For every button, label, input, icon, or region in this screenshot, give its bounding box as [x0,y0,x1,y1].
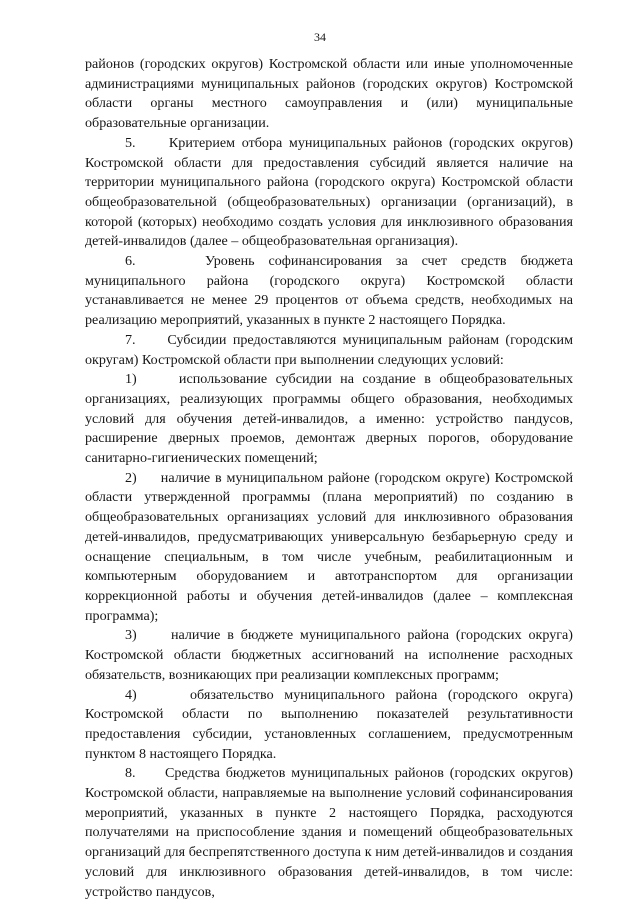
condition-1: 1) использование субсидии на создание в общеобразовательных организациях, реализующих программы общего образования, необходимых условий для обучения детей-инвалидов, а именно: устройство пандусов, расширение дверных проемов, демонтаж дверных порогов, оборудование санитарно-гигиенических помещений; [85,371,573,467]
page-number: 34 [314,30,326,44]
paragraph-item-8: 8. Средства бюджетов муниципальных районов (городских округов) Костромской области, направляемые на выполнение условий софинансирования мероприятий, указанных в пункте 2 настоящего Порядка, расходуются получателями на приспособление здания и помещений общеобразовательных организаций для беспрепятственного доступа к ним детей-инвалидов и создания условий для инклюзивного образования детей-инвалидов, в том числе: устройство пандусов, [85,765,573,900]
paragraph-continuation: районов (городских округов) Костромской области или иные уполномоченные администрациями муниципальных районов (городских округов) Костромской области органы местного самоуправления и (или) муниципальные образовательные организации. [85,56,573,132]
paragraph-item-5: 5. Критерием отбора муниципальных районов (городских округов) Костромской области для предоставления субсидий является наличие на территории муниципального района (городского округа) Костромской области общеобразовательной (общеобразовательных) организации (организаций), в которой (которых) необходимо создать условия для инклюзивного образования детей-инвалидов (далее – общеобразовательная организация). [85,134,573,250]
paragraph-item-7: 7. Субсидии предоставляются муниципальным районам (городским округам) Костромской области при выполнении следующих условий: [85,331,573,368]
condition-4: 4) обязательство муниципального района (городского округа) Костромской области по выполнению показателей результативности предоставления субсидии, установленных соглашением, предусмотренным пунктом 8 настоящего Порядка. [85,686,573,762]
condition-3: 3) наличие в бюджете муниципального района (городских округа) Костромской области бюджетных ассигнований на исполнение расходных обязательств, возникающих при реализации комплексных программ; [85,627,573,683]
condition-2: 2) наличие в муниципальном районе (городском округе) Костромской области утвержденной программы (плана мероприятий) по созданию в общеобразовательных организациях условий для инклюзивного образования детей-инвалидов, предусматривающих универсальную безбарьерную среду и оснащение специальным, в том числе учебным, реабилитационным и компьютерным оборудованием и автотранспортом для организации коррекционной работы и обучения детей-инвалидов (далее – комплексная программа); [85,469,573,624]
paragraph-item-6: 6. Уровень софинансирования за счет средств бюджета муниципального района (городского округа) Костромской области устанавливается не менее 29 процентов от объема средств, необходимых на реализацию мероприятий, указанных в пункте 2 настоящего Порядка. [85,253,573,329]
document-body [85,55,573,902]
